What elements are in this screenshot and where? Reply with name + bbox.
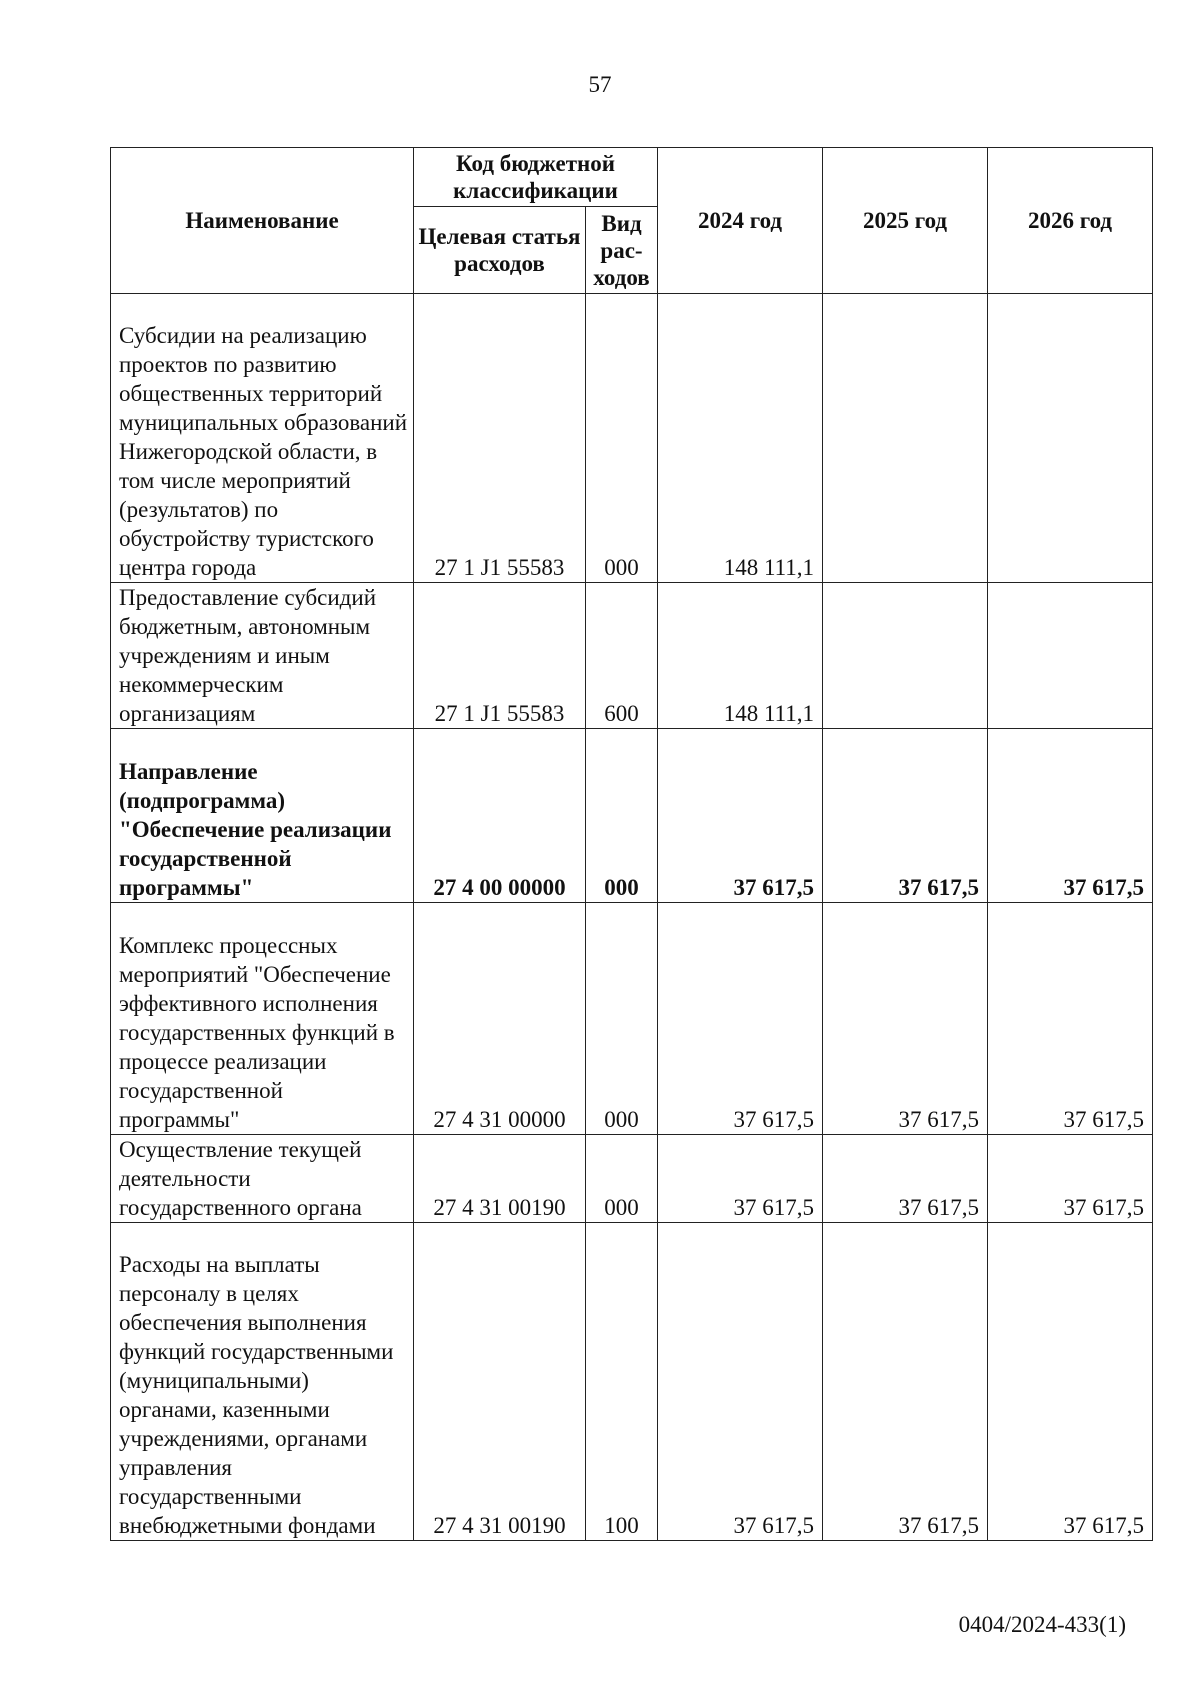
row-value-2026: 37 617,5 <box>988 903 1153 1135</box>
row-value-2024: 37 617,5 <box>658 729 823 903</box>
row-expense-type: 000 <box>586 729 658 903</box>
row-value-2026 <box>988 583 1153 729</box>
row-value-2024: 148 111,1 <box>658 294 823 583</box>
row-name: Предоставление субсидий бюджетным, автономным учреждениям и иным некоммерческим организациям <box>111 583 414 729</box>
table-row <box>111 1223 1153 1541</box>
row-value-2026 <box>988 294 1153 583</box>
table-header-row <box>111 148 1153 207</box>
row-expense-type: 000 <box>586 1135 658 1223</box>
row-value-2025 <box>823 583 988 729</box>
row-target-article: 27 1 J1 55583 <box>414 583 586 729</box>
row-expense-type: 000 <box>586 903 658 1135</box>
row-name: Расходы на выплаты персоналу в целях обеспечения выполнения функций государственными (муниципальными) органами, казенными учреждениями, органами управления государственными внебюджетными фондами <box>111 1223 414 1541</box>
document-code: 0404/2024-433(1) <box>958 1612 1126 1637</box>
page-number: 57 <box>588 72 612 97</box>
row-value-2025: 37 617,5 <box>823 729 988 903</box>
table-row <box>111 903 1153 1135</box>
header-name: Наименование <box>111 148 414 294</box>
table-row <box>111 294 1153 583</box>
row-value-2026: 37 617,5 <box>988 729 1153 903</box>
row-name: Осуществление текущей деятельности государственного органа <box>111 1135 414 1223</box>
row-name: Субсидии на реализацию проектов по развитию общественных территорий муниципальных образований Нижегородской области, в том числе мероприятий (результатов) по обустройству туристского центра города <box>111 294 414 583</box>
budget-table <box>110 147 1153 1541</box>
row-value-2024: 37 617,5 <box>658 903 823 1135</box>
row-target-article: 27 1 J1 55583 <box>414 294 586 583</box>
row-target-article: 27 4 31 00000 <box>414 903 586 1135</box>
row-value-2024: 37 617,5 <box>658 1223 823 1541</box>
table-row <box>111 729 1153 903</box>
header-budget-code: Код бюджетной классификации <box>414 148 658 207</box>
row-value-2025: 37 617,5 <box>823 1135 988 1223</box>
row-expense-type: 100 <box>586 1223 658 1541</box>
table-row <box>111 583 1153 729</box>
header-2025: 2025 год <box>823 148 988 294</box>
row-value-2026: 37 617,5 <box>988 1223 1153 1541</box>
row-value-2025: 37 617,5 <box>823 903 988 1135</box>
row-value-2024: 148 111,1 <box>658 583 823 729</box>
row-value-2025: 37 617,5 <box>823 1223 988 1541</box>
row-value-2024: 37 617,5 <box>658 1135 823 1223</box>
row-name: Комплекс процессных мероприятий "Обеспечение эффективного исполнения государственных функций в процессе реализации государственной программы" <box>111 903 414 1135</box>
row-expense-type: 600 <box>586 583 658 729</box>
header-2026: 2026 год <box>988 148 1153 294</box>
row-target-article: 27 4 31 00190 <box>414 1223 586 1541</box>
header-expense-type: Вид рас-ходов <box>586 207 658 294</box>
header-target-article: Целевая статья расходов <box>414 207 586 294</box>
row-value-2026: 37 617,5 <box>988 1135 1153 1223</box>
row-name: Направление (подпрограмма) "Обеспечение реализации государственной программы" <box>111 729 414 903</box>
row-value-2025 <box>823 294 988 583</box>
row-expense-type: 000 <box>586 294 658 583</box>
row-target-article: 27 4 31 00190 <box>414 1135 586 1223</box>
table-row <box>111 1135 1153 1223</box>
row-target-article: 27 4 00 00000 <box>414 729 586 903</box>
header-2024: 2024 год <box>658 148 823 294</box>
